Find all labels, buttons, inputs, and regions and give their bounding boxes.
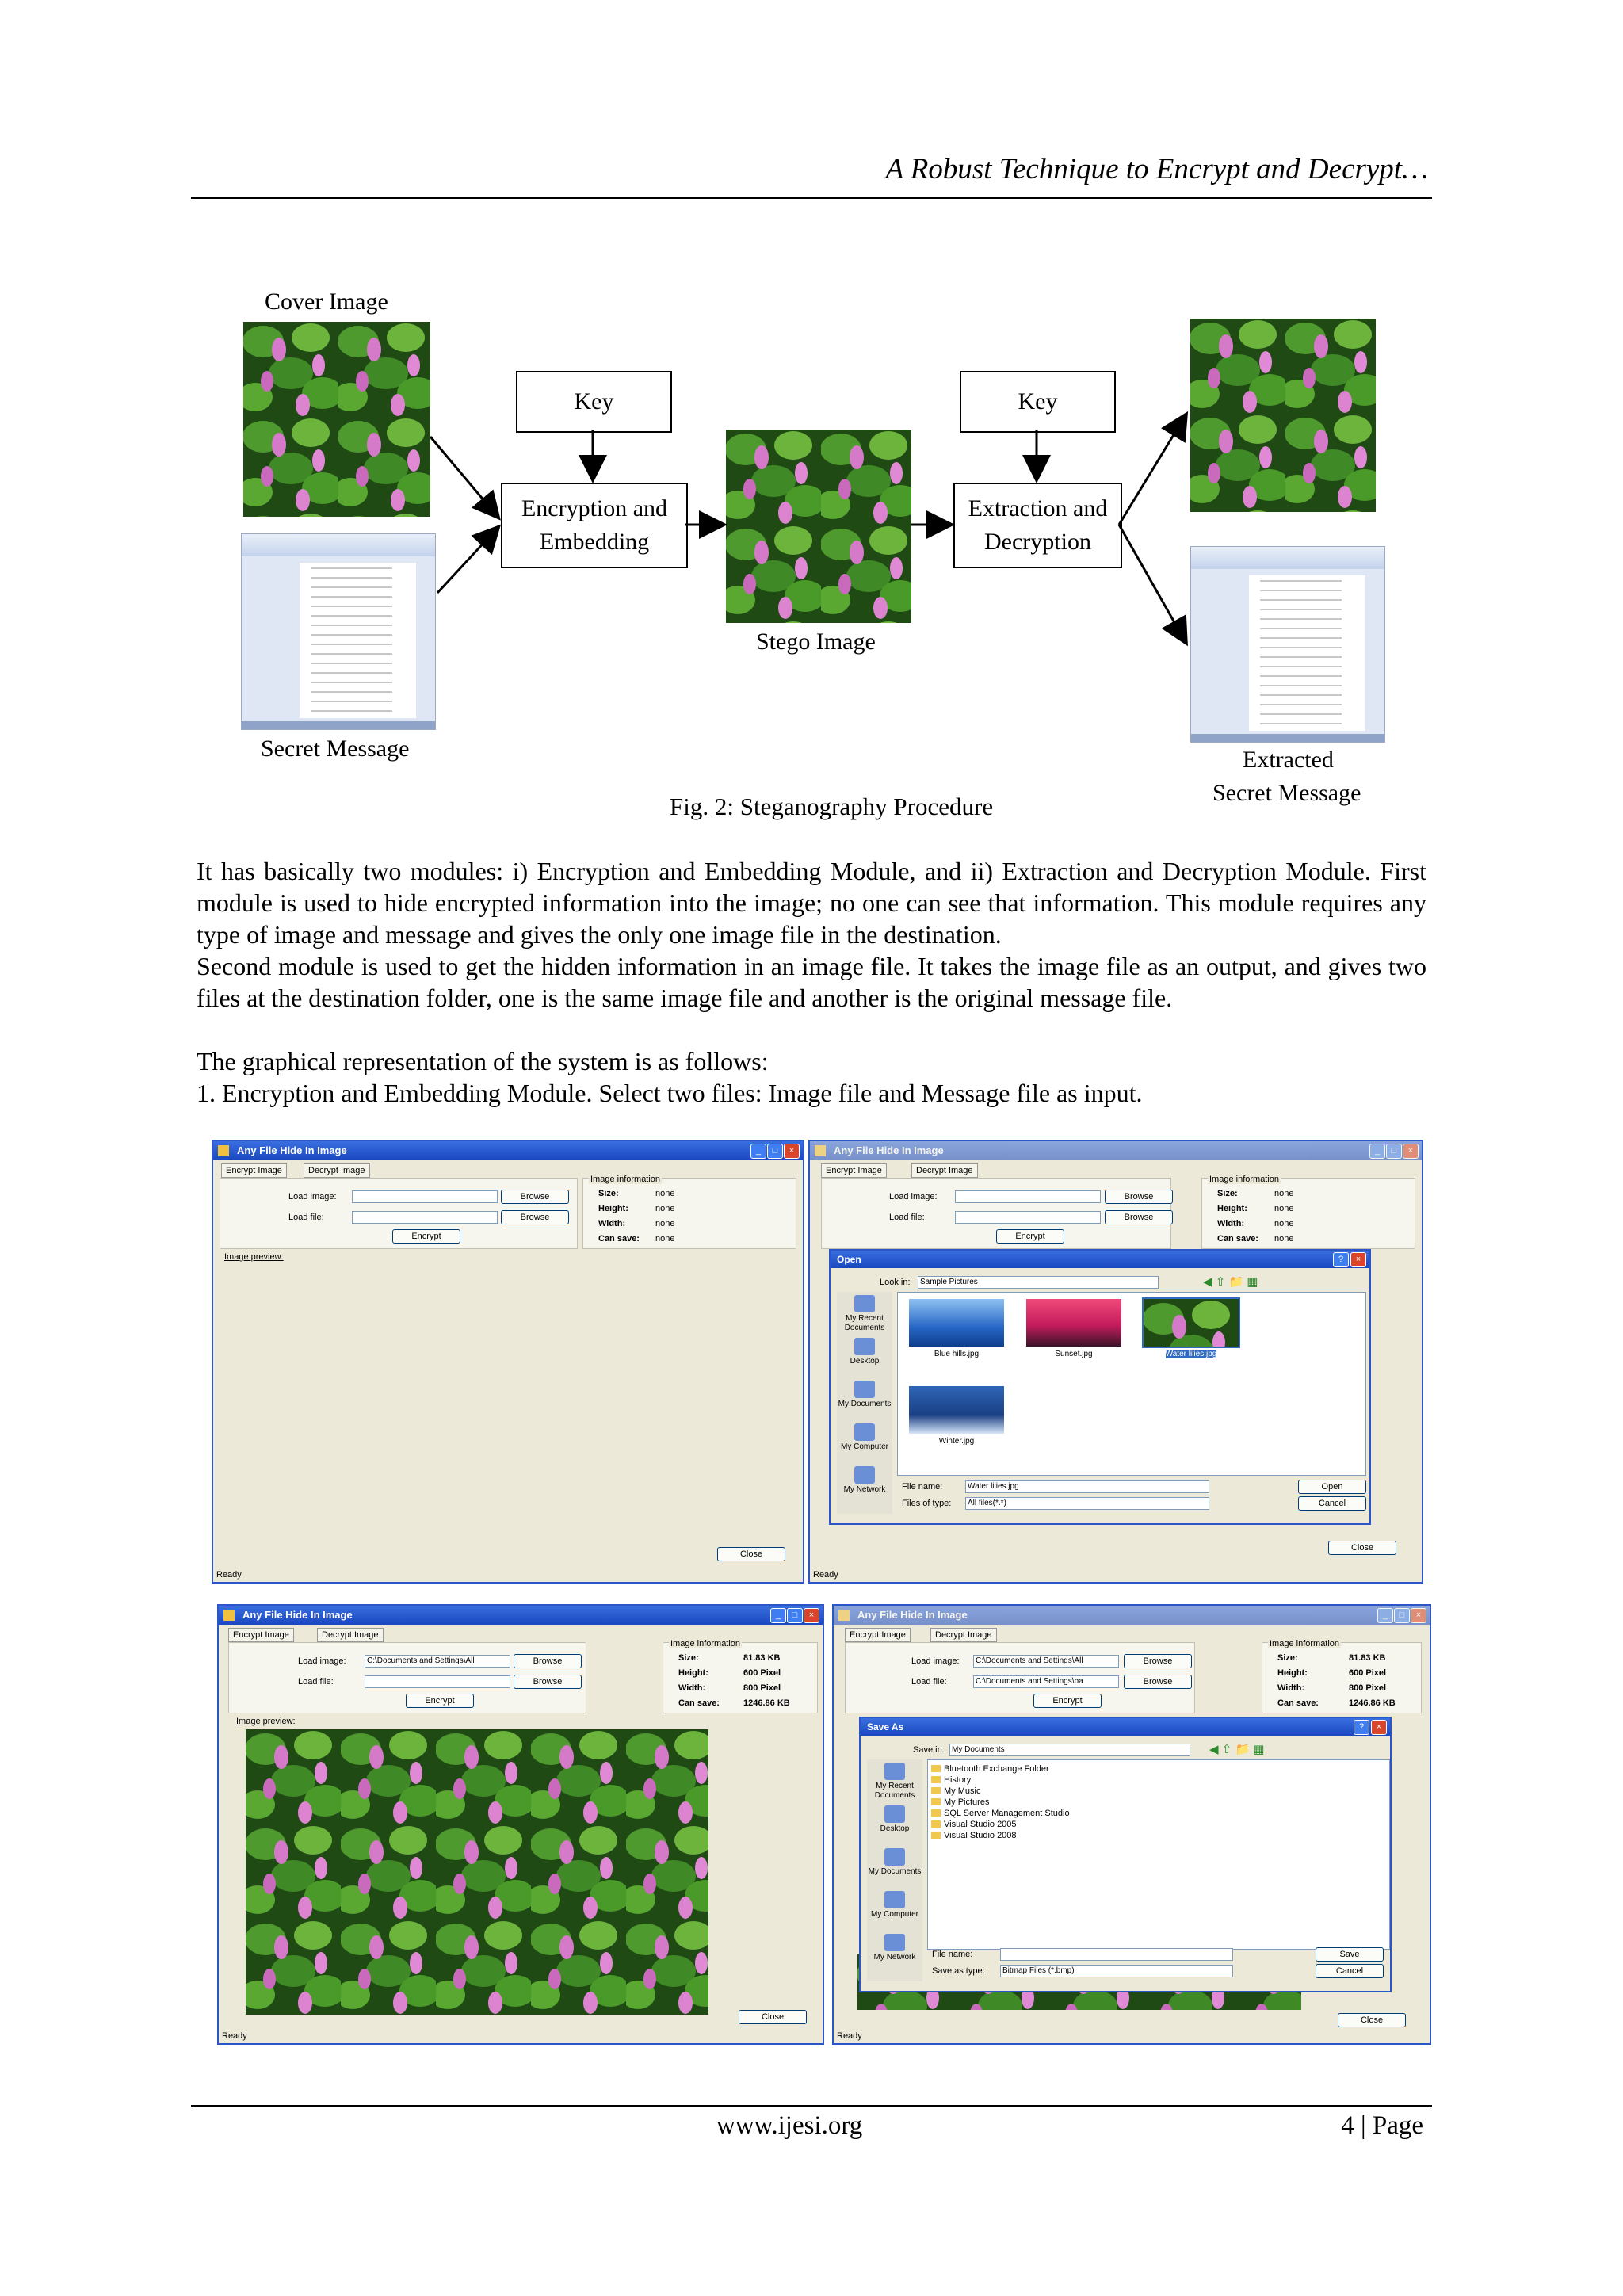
app-window-open-dialog: Any File Hide In Image _ □ × Encrypt Image Decrypt Image Load image: Browse Load file: Browse Encrypt Image information Size: none Height: none Width: none Can save: none Close Ready Open ? × Look in: Sample Pictures ◀ ⇧ 📁 ▦ My Recent Documents Desktop My Documents My Computer My Network Blue hills.jpg Sunset.jpg Water lilies.jpg Winter.jpg File name: Water lilies.jpg Open Files of type: All files(*.*) Cancel <box>808 1140 1423 1584</box>
place-my-network[interactable]: My Network <box>837 1466 892 1495</box>
file-winter[interactable]: Winter.jpg <box>901 1386 1012 1446</box>
image-preview-label: Image preview: <box>224 1252 284 1262</box>
tab-decrypt-image[interactable]: Decrypt Image <box>304 1163 370 1178</box>
paragraph-step1: 1. Encryption and Embedding Module. Select two files: Image file and Message file as input. <box>197 1079 1143 1107</box>
folder-item[interactable]: My Music <box>931 1786 1386 1797</box>
extraction-decryption-box: Extraction and Decryption <box>953 483 1122 568</box>
load-file-input[interactable]: C:\Documents and Settings\ba <box>973 1675 1119 1688</box>
cover-image-label: Cover Image <box>265 288 388 315</box>
cancel-button[interactable]: Cancel <box>1298 1496 1366 1511</box>
save-as-dialog: Save As ? × Save in: My Documents ◀ ⇧ 📁 ▦ My Recent Documents Desktop My Documents My Computer My Network Bluetooth Exchange Folder History My Music My Pictures SQL Server Management Studio Visual Studio 2005 Visual Studio 2008 File name: Save Save as type: Bitmap Files (*.bmp) Cancel <box>859 1717 1392 1992</box>
encrypt-button[interactable]: Encrypt <box>392 1229 460 1244</box>
footer-rule <box>191 2105 1432 2107</box>
save-in-select[interactable]: My Documents <box>949 1744 1190 1756</box>
place-desktop[interactable]: Desktop <box>837 1338 892 1366</box>
places-bar: My Recent Documents Desktop My Documents My Computer My Network <box>867 1759 922 1981</box>
folder-item[interactable]: SQL Server Management Studio <box>931 1808 1386 1819</box>
status-bar: Ready <box>216 1570 242 1580</box>
place-my-documents[interactable]: My Documents <box>837 1381 892 1409</box>
file-name-input[interactable]: Water lilies.jpg <box>965 1480 1209 1493</box>
place-my-computer[interactable]: My Computer <box>837 1423 892 1452</box>
folder-item[interactable]: Visual Studio 2005 <box>931 1819 1386 1830</box>
open-dialog: Open ? × Look in: Sample Pictures ◀ ⇧ 📁 ▦ My Recent Documents Desktop My Documents My Computer My Network Blue hills.jpg Sunset.jpg Water lilies.jpg Winter.jpg File name: Water lilies.jpg Open Files of type: All files(*.*) Cancel <box>829 1249 1371 1525</box>
file-sunset[interactable]: Sunset.jpg <box>1018 1299 1129 1358</box>
look-in-select[interactable]: Sample Pictures <box>918 1276 1159 1289</box>
paragraph-modules: It has basically two modules: i) Encryption and Embedding Module, and ii) Extraction and Decryption Module. First module is used to hide encrypted information into the image; no one can see that information. This module requires any type of image and message and gives the only one image file in the destination. <box>197 857 1426 949</box>
app-window-save-dialog: Any File Hide In Image _ □ × Encrypt Image Decrypt Image Load image: C:\Documents and Settings\All Browse Load file: C:\Documents and Settings\ba Browse Encrypt Image information Size: 81.83 KB Height: 600 Pixel Width: 800 Pixel Can save: 1246.86 KB Close Ready Save As ? × Save in: My Documents ◀ ⇧ 📁 ▦ My Recent Documents Desktop My Documents My Computer My Network Bluetooth Exchange Folder History My Music My Pictures SQL Server Management Studio Visual Studio 2005 Visual Studio 2008 File name: Save Save as type: Bitmap Files (*.bmp) Cancel <box>832 1604 1431 2045</box>
file-water-lilies[interactable]: Water lilies.jpg <box>1136 1299 1247 1358</box>
cancel-button[interactable]: Cancel <box>1316 1964 1384 1978</box>
secret-message-label: Secret Message <box>261 735 410 762</box>
footer-page-number: 4 | Page <box>1341 2111 1423 2140</box>
file-blue-hills[interactable]: Blue hills.jpg <box>901 1299 1012 1358</box>
app-window-loaded: Any File Hide In Image _ □ × Encrypt Image Decrypt Image Load image: C:\Documents and Settings\All Browse Load file: Browse Encrypt Image information Size: 81.83 KB Height: 600 Pixel Width: 800 Pixel Can save: 1246.86 KB Image preview: Close Ready <box>217 1604 824 2045</box>
paragraph-graphical: The graphical representation of the system is as follows: <box>197 1047 769 1075</box>
files-of-type-select[interactable]: All files(*.*) <box>965 1497 1209 1510</box>
stego-image-label: Stego Image <box>756 628 876 655</box>
tab-encrypt-image[interactable]: Encrypt Image <box>221 1163 287 1178</box>
paragraph-second-module: Second module is used to get the hidden information in an image file. It takes the image file as an output, and gives two files at the destination folder, one is the same image file and another is the original message file. <box>197 952 1426 1012</box>
extracted-label-line1: Extracted <box>1243 747 1334 773</box>
back-icon[interactable]: ◀ ⇧ 📁 ▦ <box>1209 1743 1265 1756</box>
browse-file-button[interactable]: Browse <box>501 1210 569 1224</box>
folder-item[interactable]: History <box>931 1775 1386 1786</box>
diagram-arrows <box>0 0 1623 872</box>
figure-caption: Fig. 2: Steganography Procedure <box>670 793 994 820</box>
file-name-input[interactable] <box>1000 1948 1233 1961</box>
close-button[interactable]: Close <box>717 1547 785 1561</box>
load-file-input[interactable] <box>352 1211 498 1224</box>
folder-item[interactable]: Bluetooth Exchange Folder <box>931 1763 1386 1775</box>
open-button[interactable]: Open <box>1298 1480 1366 1494</box>
browse-image-button[interactable]: Browse <box>501 1190 569 1204</box>
body-text <box>197 855 1426 1109</box>
encryption-embedding-box: Encryption and Embedding <box>501 483 688 568</box>
app-window-empty: Any File Hide In Image _ □ × Encrypt Image Decrypt Image Load image: Browse Load file: Browse Encrypt Image information Size: none Height: none Width: none Can save: none Image preview: Close Ready <box>212 1140 804 1584</box>
save-as-type-select[interactable]: Bitmap Files (*.bmp) <box>1000 1965 1233 1977</box>
back-icon[interactable]: ◀ ⇧ 📁 ▦ <box>1203 1275 1258 1289</box>
image-preview <box>246 1729 708 2015</box>
places-bar <box>837 1292 892 1514</box>
key-box-right: Key <box>960 371 1116 433</box>
place-recent[interactable]: My Recent Documents <box>837 1295 892 1333</box>
extracted-label-line2: Secret Message <box>1212 780 1361 806</box>
folder-item[interactable]: Visual Studio 2008 <box>931 1830 1386 1841</box>
file-list[interactable] <box>897 1292 1366 1476</box>
load-image-input[interactable]: C:\Documents and Settings\All <box>365 1655 510 1668</box>
running-title: A Robust Technique to Encrypt and Decrypt… <box>885 153 1428 185</box>
load-image-input[interactable] <box>352 1190 498 1203</box>
folder-list[interactable] <box>927 1759 1390 1950</box>
save-button[interactable]: Save <box>1316 1947 1384 1962</box>
key-box-left: Key <box>516 371 672 433</box>
folder-item[interactable]: My Pictures <box>931 1797 1386 1808</box>
footer-site: www.ijesi.org <box>716 2111 863 2140</box>
